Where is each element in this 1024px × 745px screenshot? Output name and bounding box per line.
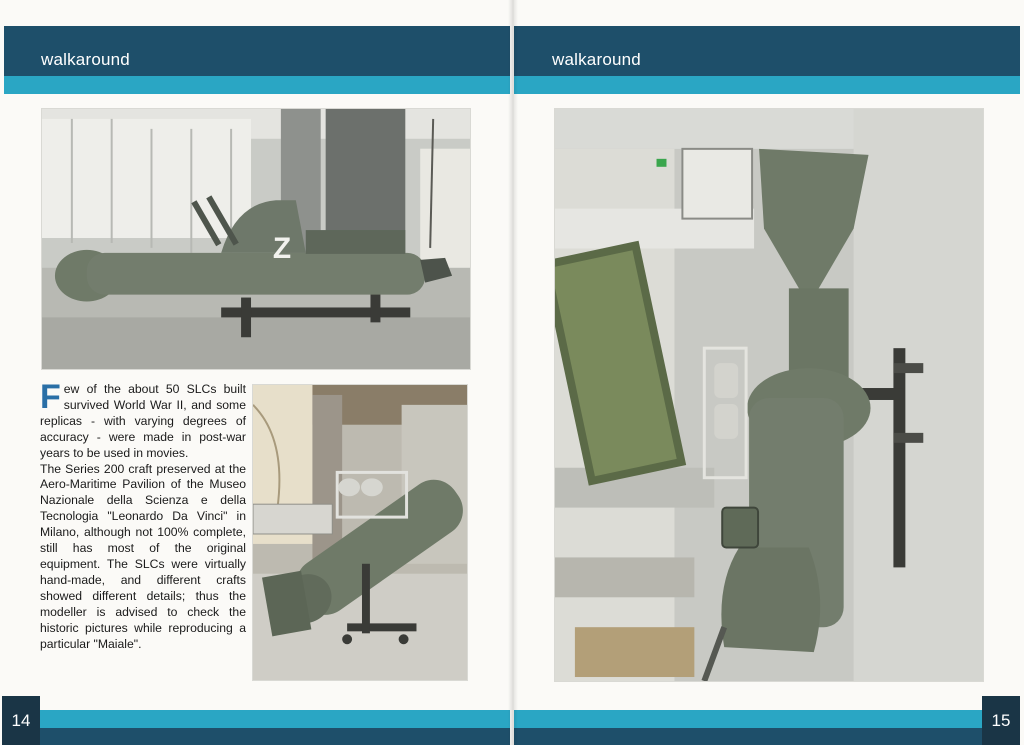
left-page-number: 14 bbox=[2, 696, 40, 745]
right-page-number: 15 bbox=[982, 696, 1020, 745]
right-header-strip bbox=[514, 76, 1020, 94]
paragraph-2: The Series 200 craft preserved at the Aero-Maritime Pavilion of the Museo Nazionale della Scienza e della Tecnologia "Leonardo Da Vinci" in Milano, although not 100% complete, still has most of the original equipment. The SLCs were virtually hand-made, and different crafts showed different details; thus the modeller is advised to check the historic pictures while reproducing a particular "Maiale". bbox=[40, 461, 246, 651]
right-footer-bar bbox=[514, 728, 982, 745]
paragraph-1-text: ew of the about 50 SLCs built survived World War II, and some replicas - with varying degrees of accuracy - were made in post-war years to be used in movies. bbox=[40, 382, 246, 460]
article-text bbox=[40, 378, 246, 652]
photo-slc-top-view bbox=[554, 108, 984, 682]
right-footer-strip bbox=[514, 710, 982, 728]
left-footer-bar bbox=[40, 728, 510, 745]
photo-slc-angled-view bbox=[252, 384, 468, 681]
photo-slc-side-view bbox=[41, 108, 471, 370]
book-gutter bbox=[508, 0, 518, 745]
craft-marking-z: Z bbox=[272, 231, 292, 265]
left-footer-strip bbox=[40, 710, 510, 728]
left-header-title: walkaround bbox=[41, 50, 130, 69]
right-page bbox=[512, 0, 1024, 745]
dropcap-letter: F bbox=[40, 378, 61, 416]
paragraph-1 bbox=[40, 378, 246, 462]
right-header-title: walkaround bbox=[552, 50, 641, 69]
left-header-strip bbox=[4, 76, 510, 94]
